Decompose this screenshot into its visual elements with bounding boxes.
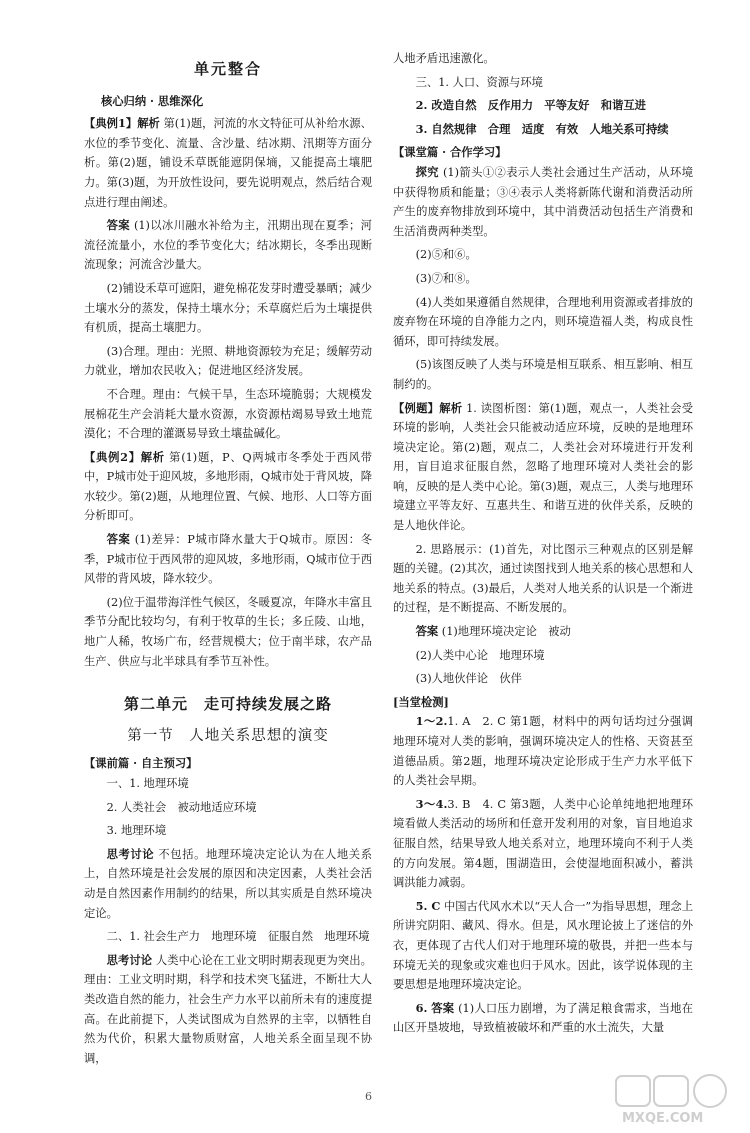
analysis-label: 解析 (137, 116, 160, 131)
question-1-2 (393, 712, 693, 790)
example-answer-3: (3)人地伙伴论 伙伴 (415, 672, 522, 686)
inquiry-5: (5)该图反映了人类与环境是相互联系、相互影响、相互制约的。 (393, 358, 693, 391)
answer-label: 答案 (106, 218, 130, 233)
think-discussion-2 (84, 951, 372, 1069)
question-answer: 3. B 4. C (447, 797, 507, 811)
think-text: 人类中心论在工业文明时期表现更为突出。理由：工业文明时期，科学和技术突飞猛进，不断壮大人类改造自然的能力，社会生产力水平以前所未有的速度提高。在此前提下，人类试图成为自然界的主宰，以牺牲自然为代价，积累大量物质财富，人地关系全面呈现不协调， (84, 953, 372, 1065)
example-analysis (393, 399, 693, 536)
section-title: 第一节 人地关系思想的演变 (127, 727, 329, 744)
class-tag: 【课堂篇 · 合作学习】 (393, 145, 507, 160)
answer-text: (1)差异：P城市降水量大于Q城市。原因：冬季，P城市位于西风带的迎风坡，多地形雨，Q城市位于西风带的背风坡，降水较少。 (84, 533, 372, 586)
question-explanation: 第3题，人类中心论单纯地把地理环境看做人类活动的场所和任意开发利用的对象，盲目地追求征服自然，结果导致人地关系对立，地理环境向不利于人类的方向发展。第4题，围湖造田，会使湿地面积减小，蓄洪调洪能力减弱。 (393, 797, 694, 890)
unit-title: 第二单元 走可持续发展之路 (123, 695, 332, 714)
preview-item: 3. 自然规律 合理 适度 有效 人地关系可持续 (415, 121, 669, 136)
left-column (84, 52, 372, 1072)
question-explanation: 第1题，材料中的两句话均过分强调地理环境对人类的影响，强调环境决定人的性格、天资甚至道德品质。第2题，地理环境决定论形成于生产力水平低下的人类社会早期。 (393, 715, 694, 788)
example-1-tag: 【典例1】 (84, 116, 138, 131)
answer-label: 答案 (415, 624, 439, 639)
preview-item: 三、1. 人口、资源与环境 (415, 75, 543, 89)
inquiry-4: (4)人类如果遵循自然规律，合理地利用资源或者排放的废弃物在环境的自净能力之内，则环境造福人类，构成良性循环，即可持续发展。 (393, 295, 693, 348)
preview-item: 二、1. 社会生产力 地理环境 征服自然 地理环境 (106, 930, 370, 944)
example-1-answer-3: (3)合理。理由：光照、耕地资源较为充足；缓解劳动力就业，增加农民收入；促进地区经济发展。 (84, 344, 372, 378)
section-heading: 核心归纳 · 思维深化 (100, 93, 204, 108)
preview-tag: 【课前篇 · 自主预习】 (84, 756, 198, 771)
inquiry-text: (1)箭头①②表示人类社会通过生产活动，从环境中获得物质和能量；③④表示人类将新陈代谢和消费活动所产生的废弃物排放到环境中，其中消费活动包括生产消费和生活消费两种类型。 (393, 165, 693, 238)
analysis-label: 解析 (140, 449, 165, 464)
analysis-label: 解析 (439, 400, 463, 415)
inquiry-3: (3)⑦和⑧。 (415, 271, 477, 285)
example-1-answer-1 (84, 216, 372, 275)
example-2-analysis-text: 第(1)题，P、Q两城市冬季处于西风带中，P城市处于迎风坡，多地形雨，Q城市处于背风坡，降水较少。第(2)题，从地理位置、气候、地形、人口等方面分析即可。 (84, 450, 372, 523)
example-answer-2: (2)人类中心论 地理环境 (415, 648, 545, 662)
example-1-analysis (84, 114, 372, 212)
question-explanation: 中国古代风水术以“天人合一”为指导思想，理念上所讲究阴阳、藏风、得水。但是，风水理论披上了迷信的外衣，更体现了古代人们对于地理环境的敬畏，并把一些本与环境无关的现象或灾难也归于风水。因此，该学说体现的主要思想是地理环境决定论。 (393, 899, 693, 992)
preview-item: 3. 地理环境 (106, 824, 167, 838)
example-2-answer-2: (2)位于温带海洋性气候区，冬暖夏凉，年降水丰富且季节分配比较均匀，有利于牧草的生长；多丘陵、山地，地广人稀，牧场广布，经营规模大；位于南半球，农产品生产、供应与北半球具有季节互补性。 (84, 595, 372, 668)
example-thinking: 2. 思路展示：(1)首先，对比图示三种观点的区别是解题的关键。(2)其次，通过读图找到人地关系的核心思想和人地关系的特点。(3)最后，人类对人地关系的认识是一个渐进的过程，是不断提高、不断发展的。 (393, 542, 693, 615)
think-label: 思考讨论 (106, 846, 155, 861)
inquiry-2: (2)⑤和⑥。 (415, 248, 477, 262)
example-2-analysis (84, 448, 372, 526)
question-explanation: (1)人口压力剧增，为了满足粮食需求，当地在山区开垦坡地，导致植被破坏和严重的水土流失，大量 (393, 1001, 693, 1035)
example-1-analysis-text: 第(1)题，河流的水文特征可从补给水源、水位的季节变化、流量、含沙量、结冰期、汛期等方面分析。第(2)题，铺设禾草既能遮阴保墒，又能提高土壤肥力。第(3)题，为开放性设问，要先说明观点，然后结合观点进行理由阐述。 (84, 117, 372, 209)
inquiry-1 (393, 163, 693, 241)
example-1-answer-4: 不合理。理由：气候干旱，生态环境脆弱；大规模发展棉花生产会消耗大量水资源，水资源枯竭易导致土地荒漠化；不合理的灌溉易导致土壤盐碱化。 (84, 387, 372, 441)
svg-text:MXQE.COM: MXQE.COM (622, 1111, 704, 1126)
think-text: 不包括。地理环境决定论认为在人地关系上，自然环境是社会发展的原因和决定因素，人类社会活动是自然因素作用制约的结果，所以其实质是自然环境决定论。 (84, 847, 372, 920)
example-1-answer-2: (2)铺设禾草可遮阳，避免棉花发芽时遭受暴晒；减少土壤水分的蒸发，保持土壤水分；禾草腐烂后为土壤提供有机质，提高土壤肥力。 (84, 281, 372, 335)
question-3-4 (393, 795, 693, 893)
answer-label: 答案 (106, 532, 131, 547)
watermark-graphic (612, 1072, 744, 1126)
watermark-logo (612, 1072, 744, 1126)
preview-item: 2. 改造自然 反作用力 平等友好 和谐互进 (415, 98, 646, 113)
question-5 (393, 897, 693, 995)
question-label: 5. C (415, 898, 441, 913)
question-label: 3～4. (415, 796, 448, 811)
think-label: 思考讨论 (106, 952, 153, 967)
question-label: 6. (415, 1000, 428, 1015)
question-6 (393, 999, 693, 1038)
answer-label: 答案 (431, 1000, 455, 1015)
example-answer-1 (393, 622, 693, 642)
preview-item: 一、1. 地理环境 (106, 777, 189, 790)
question-label: 1～2. (415, 714, 448, 729)
answer-text: (1)地理环境决定论 被动 (441, 625, 571, 639)
right-column (393, 49, 693, 1042)
unit-summary-title: 单元整合 (193, 60, 262, 78)
page-number: 6 (365, 1090, 372, 1103)
continuation-text: 人地矛盾迅速激化。 (393, 52, 495, 65)
check-tag: [当堂检测] (393, 694, 449, 709)
inquiry-label: 探究 (415, 164, 439, 179)
example-2-answer-1 (84, 530, 372, 589)
question-answer: 1. A 2. C (447, 715, 506, 729)
answer-text: (1)以冰川融水补给为主，汛期出现在夏季；河流径流量小，水位的季节变化大；结冰期长，冬季出现断流现象；河流含沙量大。 (84, 219, 372, 272)
think-discussion-1 (84, 845, 372, 923)
example-2-tag: 【典例2】 (84, 449, 141, 464)
example-tag: 【例题】 (393, 400, 440, 415)
example-analysis-text: 1. 读图析图：第(1)题，观点一，人类社会受环境的影响，人类社会只能被动适应环境，反映的是地理环境决定论。第(2)题，观点二，人类社会对环境进行开发利用，盲目追求征服自然，忽略了地理环境对人类社会的影响，反映的是人类中心论。第(3)题，观点三，人类与地理环境建立平等友好、互惠共生、和谐互进的伙伴关系，反映的是人地伙伴论。 (393, 401, 693, 533)
preview-item: 2. 人类社会 被动地适应环境 (106, 800, 257, 814)
